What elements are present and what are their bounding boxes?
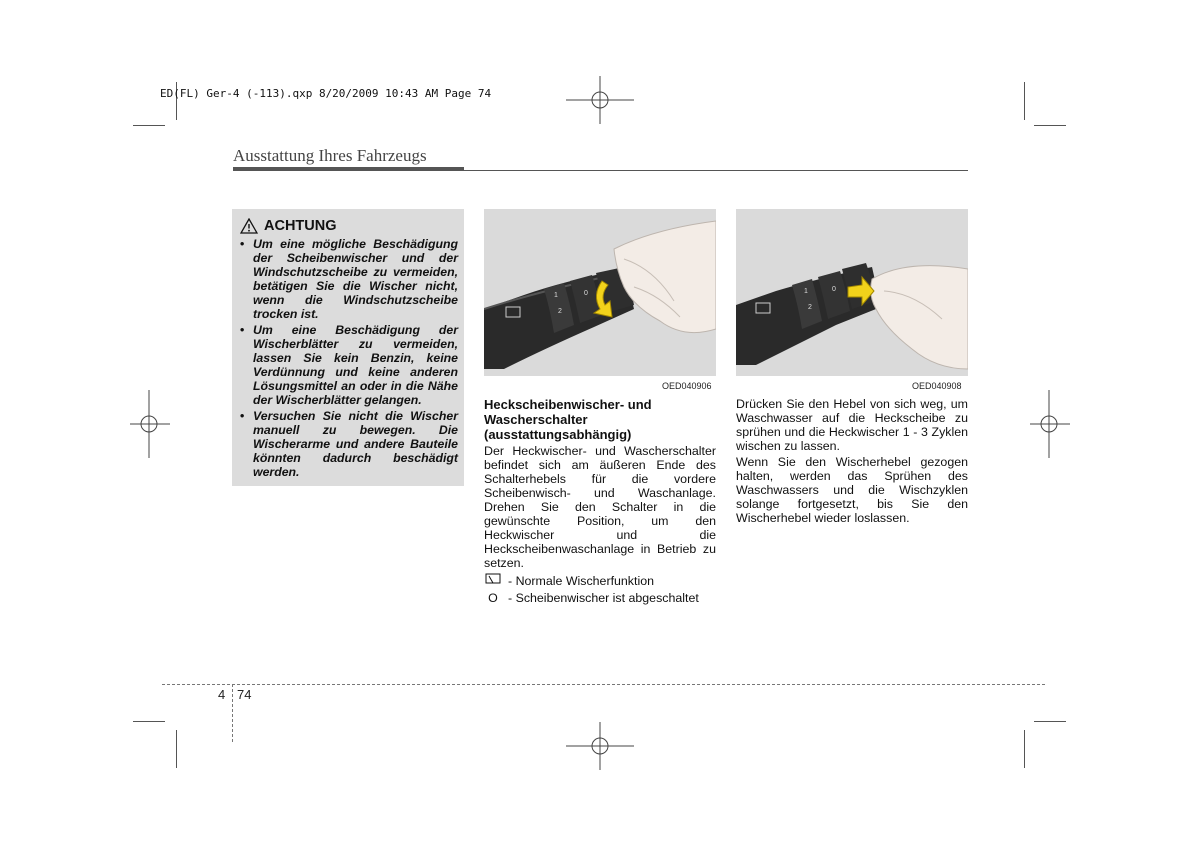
svg-text:2: 2 (558, 308, 562, 315)
wiper-lever-illustration (484, 209, 716, 376)
washer-paragraph: Drücken Sie den Hebel von sich weg, um Waschwasser auf die Heckscheibe zu sprühen und die Heckwischer 1 - 3 Zyklen wischen zu lassen. (736, 397, 968, 453)
crop-mark (1034, 125, 1066, 126)
symbol-line-off (484, 591, 716, 605)
crop-mark (1024, 730, 1025, 768)
svg-text:2: 2 (808, 304, 812, 311)
warning-item: • Um eine mögliche Beschädigung der Scheibenwischer und der Windschutzscheibe zu vermeiden, betätigen Sie die Wischer nicht, wenn die Windschutzscheibe trocken ist. (240, 237, 458, 321)
svg-text:0: 0 (584, 290, 588, 297)
warning-list (240, 237, 458, 481)
symbol-line-normal (484, 573, 716, 588)
registration-mark-top (566, 76, 634, 124)
section-title: Ausstattung Ihres Fahrzeugs (233, 146, 427, 165)
off-symbol: O (488, 591, 498, 605)
rear-wiper-section (484, 397, 716, 605)
registration-mark-right (1030, 390, 1070, 458)
rear-wiper-body: Der Heckwischer- und Wascherschalter befindet sich am äußeren Ende des Schalterhebels für die vordere Scheibenwisch- und Waschanlage. Drehen Sie den Schalter in die gewünschte Position, um den Heckwischer und die Heckscheibenwaschanlage in Betrieb zu setzen. (484, 444, 716, 570)
footer-rule (162, 684, 1045, 685)
figure-code: OED040906 (662, 381, 712, 391)
symbol-label: - Normale Wischerfunktion (508, 573, 654, 588)
rear-wiper-symbol-icon (484, 573, 502, 588)
crop-mark (176, 730, 177, 768)
crop-mark (133, 125, 165, 126)
figure-rear-washer-push (736, 209, 968, 376)
section-title-rule (464, 170, 968, 171)
crop-mark (1024, 82, 1025, 120)
washer-section (736, 397, 968, 527)
figure-rear-wiper-switch (484, 209, 716, 376)
figure-code: OED040908 (912, 381, 962, 391)
warning-item: • Versuchen Sie nicht die Wischer manuell zu bewegen. Die Wischerarme und andere Bauteile könnten dadurch beschädigt werden. (240, 409, 458, 479)
crop-mark (133, 721, 165, 722)
footer-divider (232, 684, 233, 742)
svg-text:1: 1 (554, 292, 558, 299)
warning-heading-text: ACHTUNG (264, 218, 337, 234)
symbol-label: - Scheibenwischer ist abgeschaltet (508, 591, 699, 605)
print-slug: ED(FL) Ger-4 (-113).qxp 8/20/2009 10:43 AM Page 74 (160, 87, 492, 100)
washer-lever-illustration (736, 209, 968, 376)
page-number: 74 (237, 687, 252, 702)
washer-paragraph: Wenn Sie den Wischerhebel gezogen halten, werden das Sprühen des Waschwassers und die Wischzyklen solange fortgesetzt, bis Sie den Wischerhebel wieder loslassen. (736, 455, 968, 525)
svg-text:1: 1 (804, 288, 808, 295)
registration-mark-left (130, 390, 170, 458)
warning-triangle-icon (240, 218, 258, 234)
section-title-bar (233, 167, 464, 171)
warning-item: • Um eine Beschädigung der Wischerblätter zu vermeiden, lassen Sie kein Benzin, keine Verdünnung und keine anderen Lösungsmittel an oder in die Nähe der Wischerblätter gelangen. (240, 323, 458, 407)
crop-mark (1034, 721, 1066, 722)
registration-mark-bottom (566, 722, 634, 770)
warning-heading (240, 218, 337, 234)
svg-text:0: 0 (832, 286, 836, 293)
rear-wiper-heading: Heckscheibenwischer- und Wascherschalter (ausstattungsabhängig) (484, 397, 652, 442)
chapter-number: 4 (218, 687, 226, 702)
